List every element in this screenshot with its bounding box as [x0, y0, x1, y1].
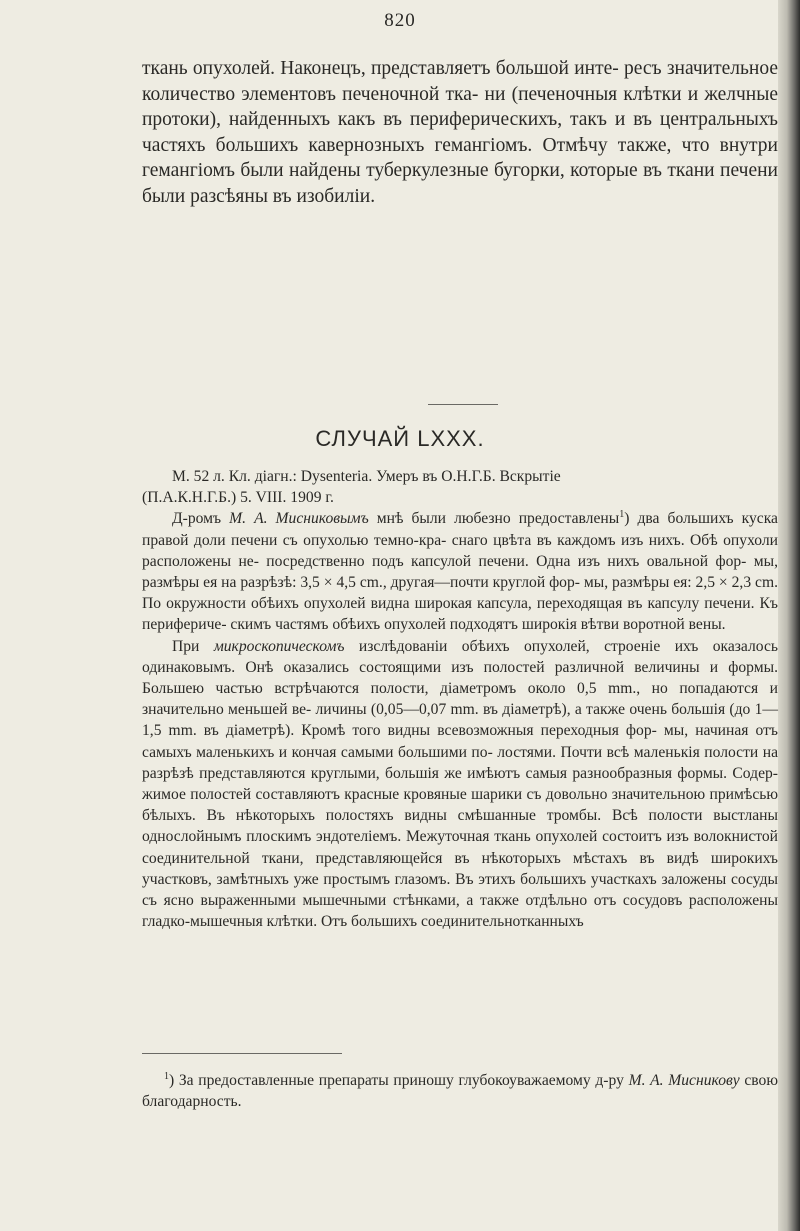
footnote-text-a: ) За предоставленные препараты приношу глубокоуважаемому д-ру — [169, 1072, 629, 1089]
section-separator — [428, 404, 498, 405]
footnote-rule — [142, 1053, 342, 1054]
lead-paragraph — [142, 56, 778, 210]
p2-italic: микроскопическомъ — [213, 637, 345, 655]
case-body — [142, 466, 778, 932]
footnote — [142, 1070, 778, 1112]
p1-text-b: мнѣ были любезно предоставлены — [368, 510, 620, 528]
case-title: СЛУЧАЙ LXXX. — [315, 426, 485, 451]
page-edge-shadow — [778, 0, 800, 1231]
footnote-text — [142, 1070, 778, 1112]
case-header-line-2: (П.А.К.Н.Г.Б.) 5. VIII. 1909 г. — [142, 489, 334, 507]
case-paragraph-2 — [142, 636, 778, 933]
lead-text: ткань опухолей. Наконецъ, представляетъ большой инте- ресъ значительное количество элементовъ печеночной тка- ни (печеночныя клѣтки и желчные протоки), найденныхъ какъ въ периферическихъ, такъ и въ центральныхъ частяхъ большихъ кавернозныхъ гемангіомъ. Отмѣчу также, что внутри гемангіомъ были найдены туберкулезные бугорки, которые въ ткани печени были разсѣяны въ изобиліи. — [142, 58, 778, 207]
footnote-author: М. А. Мисникову — [628, 1072, 740, 1089]
footnote-mark: 1 — [164, 1070, 169, 1082]
footnote-text-b: свою благодарность. — [142, 1072, 778, 1110]
p1-author: М. А. Мисниковымъ — [229, 510, 369, 528]
p2-text-a: При — [172, 637, 214, 655]
page-number: 820 — [384, 10, 416, 31]
p1-text-a: Д-ромъ — [172, 510, 230, 528]
footnote-ref: 1 — [619, 509, 625, 521]
p1-text-c: ) два большихъ куска правой доли печени съ опухолью темно-кра- снаго цвѣта въ каждомъ изъ нихъ. Обѣ опухоли расположены не- посредственно подъ капсулой печени. Одна изъ нихъ овальной фор- мы, размѣры ея на разрѣзѣ: 3,5 × 4,5 cm., другая—почти круглой фор- мы, размѣры ея: 2,5 × 2,3 cm. По окружности обѣихъ опухолей видна широкая капсула, переходящая въ капсулу печени. Къ перифериче- скимъ частямъ обѣихъ опухолей подходятъ широкія вѣтви воротной вены. — [142, 510, 778, 634]
case-paragraph-1 — [142, 508, 778, 635]
case-header-line-1: М. 52 л. Кл. діагн.: Dysenteria. Умеръ въ О.Н.Г.Б. Вскрытіе — [172, 468, 561, 485]
p2-text-b: изслѣдованіи обѣихъ опухолей, строеніе ихъ оказалось одинаковымъ. Онѣ оказались состоящими изъ полостей различной величины и формы. Большею частью встрѣчаются полости, діаметромъ около 0,5 mm., но попадаются и значительно меньшей ве- личины (0,05—0,07 mm. въ діаметрѣ), а также очень большія (до 1—1,5 mm. въ діаметрѣ). Кромѣ того видны всевозможныя переходныя фор- мы, начиная отъ самыхъ маленькихъ и кончая самыми большими по- лостями. Почти всѣ маленькія полости на разрѣзѣ представляются круглыми, большія же имѣютъ самыя разнообразныя формы. Содер- жимое полостей составляютъ красные кровяные шарики съ довольно значительною примѣсью бѣлыхъ. Въ нѣкоторыхъ полостяхъ видны смѣшанные тромбы. Всѣ полости выстланы однослойнымъ плоскимъ эндотеліемъ. Межуточная ткань опухолей состоитъ изъ волокнистой соединительной ткани, представляющейся въ нѣкоторыхъ мѣстахъ въ видѣ широкихъ участковъ, замѣтныхъ уже простымъ глазомъ. Въ этихъ большихъ участкахъ заложены сосуды съ ясно выраженными мышечными стѣнками, а также отдѣльно отъ сосудовъ расположены гладко-мышечныя клѣтки. Отъ большихъ соединительнотканныхъ — [142, 637, 778, 931]
